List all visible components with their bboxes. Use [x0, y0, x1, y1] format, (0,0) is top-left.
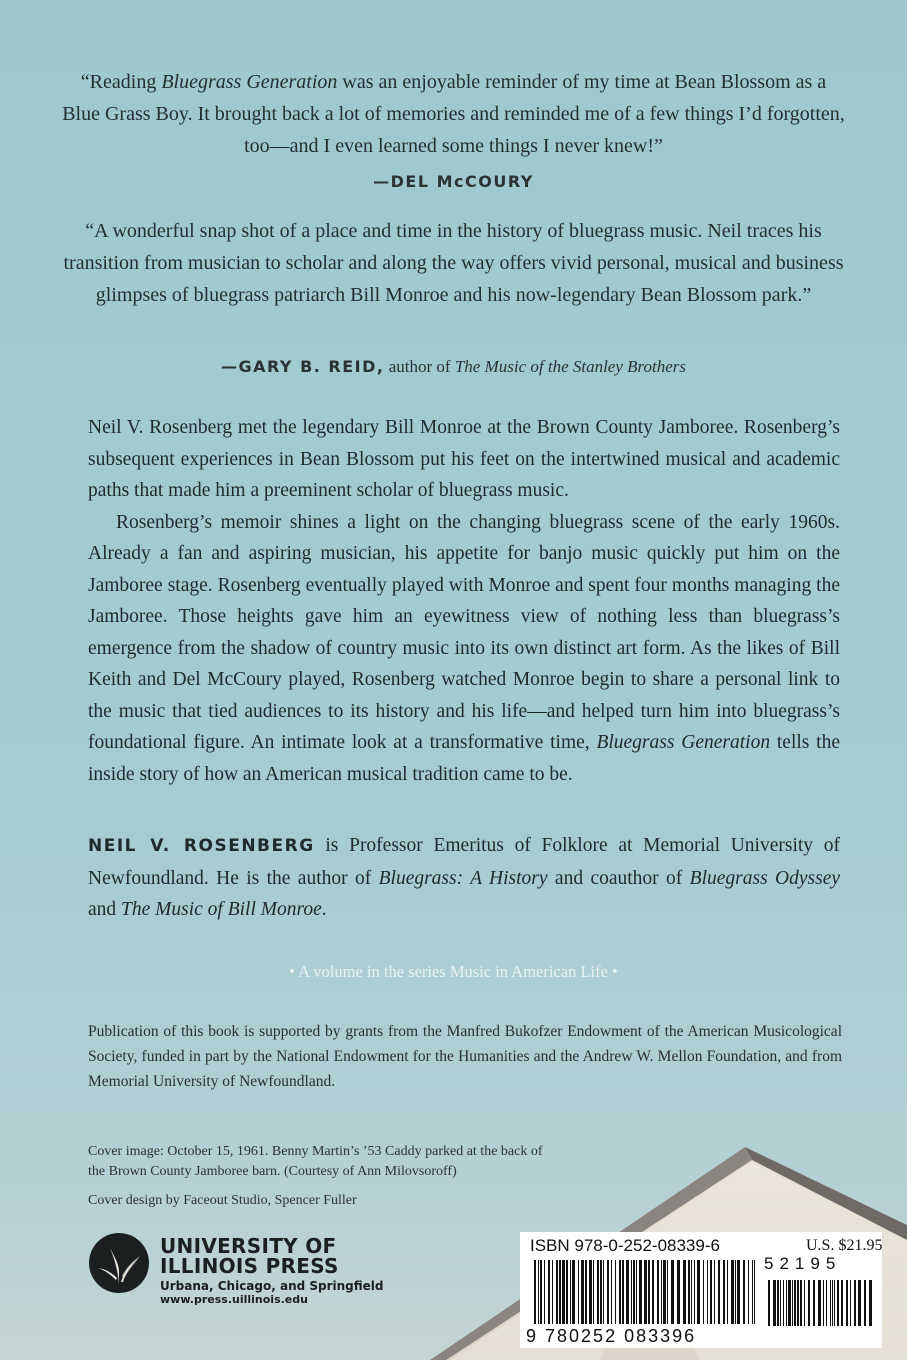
p2-book-title: Bluegrass Generation — [596, 732, 771, 753]
price-text: U.S. $21.95 — [806, 1237, 883, 1254]
bio-t4: . — [321, 899, 327, 920]
author-name: NEIL V. ROSENBERG — [88, 836, 315, 856]
description-paragraph-1: Neil V. Rosenberg met the legendary Bill Monroe at the Brown County Jamboree. Rosenberg’s subsequent experiences in Bean Blossom put his feet on the intertwined musical and academic paths that made him a preeminent scholar of bluegrass music. — [88, 417, 840, 501]
series-line: • A volume in the series Music in American Life • — [289, 962, 618, 981]
bio-t3: and — [88, 899, 122, 920]
attribution-name: —GARY B. REID, — [220, 357, 385, 376]
quote-gary-reid: “A wonderful snap shot of a place and time in the history of bluegrass music. Neil traces his transition from musician to scholar and along the way offers vivid personal, musical and business glimpses of bluegrass patriarch Bill Monroe and his now-legendary Bean Blossom park.” — [63, 220, 844, 306]
quote-text-post: was an enjoyable reminder of my time at Bean Blossom as a Blue Grass Boy. It brought back a lot of memories and reminded me of a few things I’d forgotten, too—and I even learned some things I never knew!” — [62, 71, 845, 157]
author-bio — [88, 830, 840, 926]
publisher-logo-icon — [88, 1232, 150, 1294]
p2-text-post: tells the inside story of how an American musical tradition came to be. — [88, 732, 840, 785]
cover-design-credit: Cover design by Faceout Studio, Spencer Fuller — [88, 1193, 357, 1208]
book-description — [88, 412, 840, 790]
barcode-icon — [530, 1258, 880, 1328]
attribution-work: The Music of the Stanley Brothers — [454, 357, 687, 376]
bio-t2: and coauthor of — [547, 867, 690, 889]
bio-book-1: Bluegrass: A History — [378, 867, 548, 889]
publisher-name — [160, 1236, 339, 1276]
quote-text-pre: “Reading — [80, 71, 162, 93]
barcode-digits: 9 780252 083396 — [526, 1326, 697, 1346]
price-addon-digits: 52195 — [764, 1254, 842, 1273]
publisher-details — [160, 1279, 384, 1307]
description-paragraph-2 — [88, 507, 840, 791]
publisher-line-2: ILLINOIS PRESS — [160, 1254, 339, 1278]
quote-book-title: Bluegrass Generation — [161, 71, 338, 93]
p2-text-pre: Rosenberg’s memoir shines a light on the changing bluegrass scene of the early 1960s. Already a fan and aspiring musician, his appetite for banjo music quickly put him on the Jamboree stage. Rosenberg eventually played with Monroe and spent four months managing the Jamboree. Those heights gave him an eyewitness view of nothing less than bluegrass’s emergence from the shadow of country music into its own distinct art form. As the likes of Bill Keith and Del McCoury played, Rosenberg watched Monroe begin to share a personal link to the music that tied audiences to its history and his life—and helped turn him into bluegrass’s foundational figure. An intimate look at a transformative time, — [88, 511, 840, 753]
bio-book-3: The Music of Bill Monroe — [121, 899, 322, 920]
publisher-cities: Urbana, Chicago, and Springfield — [160, 1279, 384, 1293]
quote-attribution-reid — [0, 357, 907, 377]
publication-note: Publication of this book is supported by grants from the Manfred Bukofzer Endowment of the American Musicological Society, funded in part by the National Endowment for the Humanities and the Andrew W. Mellon Foundation, and from Memorial University of Newfoundland. — [88, 1023, 842, 1090]
cover-image-credit: Cover image: October 15, 1961. Benny Martin’s ’53 Caddy parked at the back of the Brown County Jamboree barn. (Courtesy of Ann Milovsoroff) — [88, 1144, 543, 1179]
publisher-url: www.press.uillinois.edu — [160, 1293, 308, 1306]
quote-attribution-mccoury: —DEL McCOURY — [373, 172, 534, 191]
quote-del-mccoury — [60, 66, 847, 162]
bio-t1: is Professor Emeritus of Folklore at Memorial University of Newfoundland. He is the author of — [88, 835, 840, 889]
isbn-text: ISBN 978-0-252-08339-6 — [530, 1236, 720, 1255]
attribution-role: author of — [384, 357, 455, 376]
publisher-line-1: UNIVERSITY OF — [160, 1234, 337, 1258]
bio-book-2: Bluegrass Odyssey — [689, 867, 841, 889]
